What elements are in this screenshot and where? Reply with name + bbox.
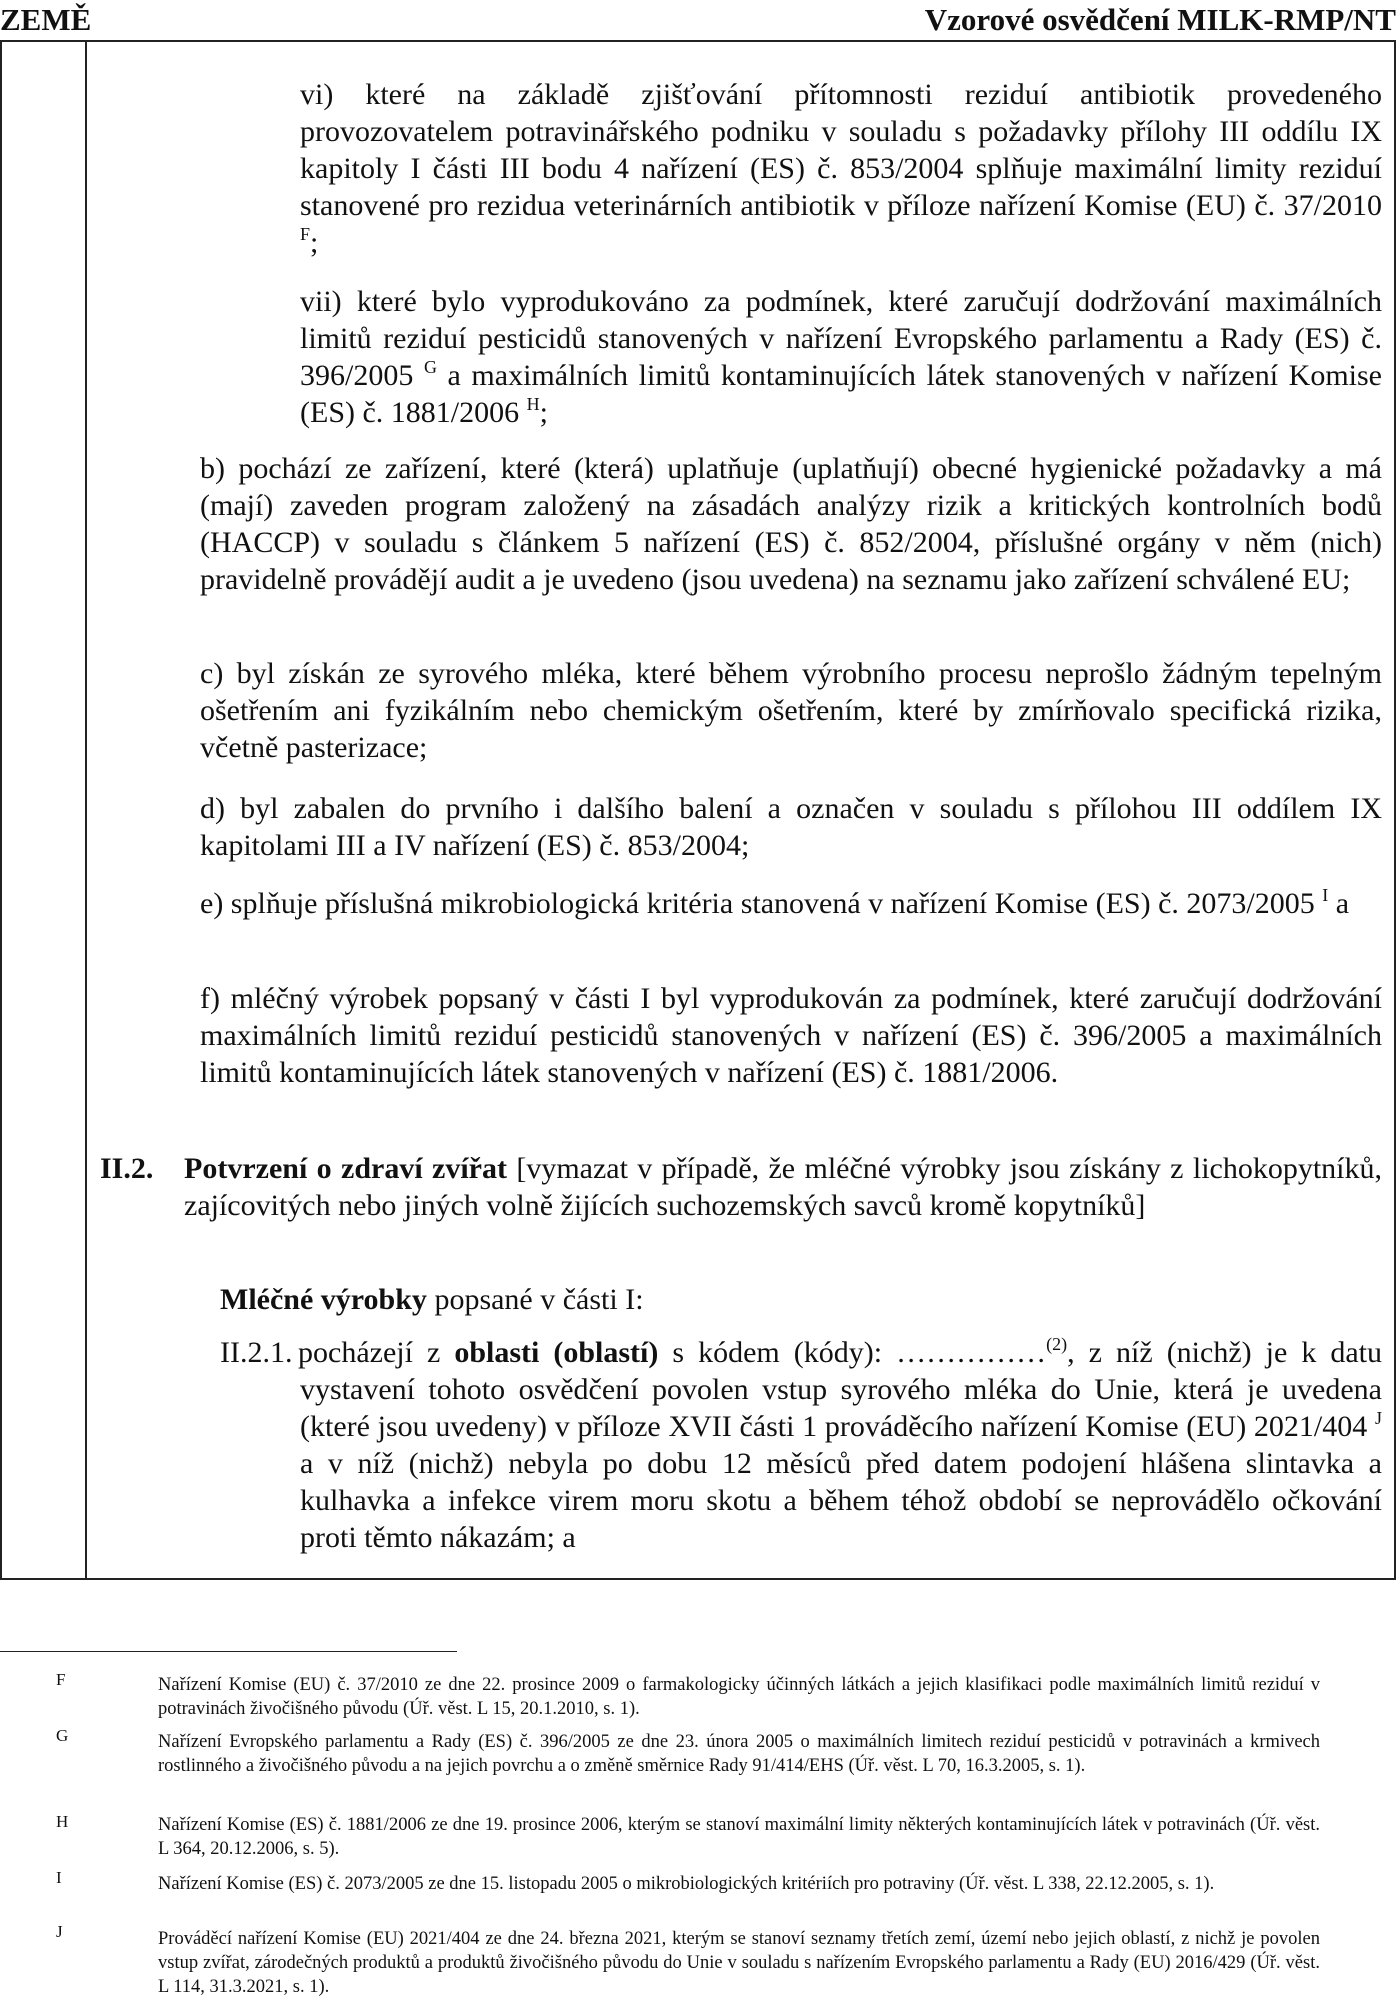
footnote-ref-j: J [1374, 1408, 1382, 1428]
section-title: Potvrzení o zdraví zvířat [184, 1152, 507, 1185]
note-ref-2: (2) [1046, 1334, 1068, 1354]
footnote-letter-g: G [56, 1726, 69, 1745]
paragraph-vi: vi) které na základě zjišťování přítomnosti reziduí antibiotik provedeného provozovatelem potravinářského podniku v souladu s požadavky přílohy III oddílu IX kapitoly I části III bodu 4 nařízení (ES) č. 853/2004 splňuje maximální limity reziduí stanovené pro rezidua veterinárních antibiotik v příloze nařízení Komise (EU) č. 37/2010 $^F$; [300, 78, 1382, 259]
subsection-number: II.2.1. [220, 1336, 293, 1369]
column-separator [85, 40, 87, 1580]
paragraph-d: d) byl zabalen do prvního i dalšího balení a označen v souladu s přílohou III oddílem IX kapitolami III a IV nařízení (ES) č. 853/2004; [200, 792, 1382, 862]
paragraph-b: b) pochází ze zařízení, které (která) uplatňuje (uplatňují) obecné hygienické požadavky a má (mají) zaveden program založený na zásadách analýzy rizik a kritických kontrolních bodů (HACCP) v souladu s článkem 5 nařízení (ES) č. 852/2004, příslušné orgány v něm (nich) pravidelně provádějí audit a je uvedeno (jsou uvedena) na seznamu jako zařízení schválené EU; [200, 452, 1382, 596]
footnote-separator [0, 1651, 457, 1652]
footnote-letter-h: H [56, 1812, 69, 1831]
paragraph-e: e) splňuje příslušná mikrobiologická kritéria stanovená v nařízení Komise (ES) č. 2073/2005 $^I$ a [200, 885, 1350, 920]
subsection-text: pocházejí z oblasti (oblastí) s kódem (kódy): ……………$^{(2)}$, z níž (nichž) je k datu vystavení tohoto osvědčení povolen vstup syrového mléka do Unie, která je uvedena (které jsou uvedeny) v příloze XVII části 1 prováděcího nařízení Komise (EU) 2021/404 $^J$ a v níž (nichž) nebyla po dobu 12 měsíců před datem podojení hlášena slintavka a kulhavka a infekce virem moru skotu a během téhož období se neprovádělo očkování proti těmto nákazám; a [298, 1334, 1383, 1554]
footnote-i: Nařízení Komise (ES) č. 2073/2005 ze dne 15. listopadu 2005 o mikrobiologických kritériích pro potraviny (Úř. věst. L 338, 22.12.2005, s. 1). [158, 1874, 1215, 1894]
footnote-letter-f: F [56, 1670, 66, 1689]
section-number: II.2. [100, 1152, 154, 1185]
paragraph-f: f) mléčný výrobek popsaný v části I byl vyprodukován za podmínek, které zaručují dodržování maximálních limitů reziduí pesticidů stanovených v nařízení (ES) č. 396/2005 a maximálních limitů kontaminujících látek stanovených v nařízení (ES) č. 1881/2006. [200, 982, 1382, 1089]
footnote-ref-i: I [1322, 885, 1329, 905]
footnote-ref-f: F [300, 224, 311, 244]
section-intro: Mléčné výrobky popsané v části I: [220, 1283, 644, 1316]
footnote-j: Prováděcí nařízení Komise (EU) 2021/404 ze dne 24. března 2021, kterým se stanoví seznamy třetích zemí, území nebo jejich oblastí, z nichž je povolen vstup zvířat, zárodečných produktů a produktů živočišného původu do Unie v souladu s nařízením Evropského parlamentu a Rady (EU) 2016/429 (Úř. věst. L 114, 31.3.2021, s. 1). [158, 1929, 1320, 1997]
footnote-letter-i: I [56, 1868, 62, 1887]
header-certificate-title: Vzorové osvědčení MILK-RMP/NT [924, 2, 1396, 37]
paragraph-vii: vii) které bylo vyprodukováno za podmínek, které zaručují dodržování maximálních limitů reziduí pesticidů stanovených v nařízení Evropského parlamentu a Rady (ES) č. 396/2005 $^G$ a maximálních limitů kontaminujících látek stanovených v nařízení Komise (ES) č. 1881/2006 $^H$; [300, 285, 1382, 429]
footnote-ref-h: H [526, 394, 540, 414]
footnote-f: Nařízení Komise (EU) č. 37/2010 ze dne 22. prosince 2009 o farmakologicky účinných látkách a jejich klasifikaci podle maximálních limitů reziduí v potravinách živočišného původu (Úř. věst. L 15, 20.1.2010, s. 1). [158, 1675, 1320, 1719]
header-country: ZEMĚ [0, 2, 92, 37]
paragraph-c: c) byl získán ze syrového mléka, které během výrobního procesu neprošlo žádným tepelným ošetřením ani fyzikálním nebo chemickým ošetřením, které by zmírňovalo specifická rizika, včetně pasterizace; [200, 657, 1382, 764]
section-heading: Potvrzení o zdraví zvířat [vymazat v případě, že mléčné výrobky jsou získány z lichokopytníků, zajícovitých nebo jiných volně žijících suchozemských savců kromě kopytníků] [184, 1152, 1383, 1222]
footnote-h: Nařízení Komise (ES) č. 1881/2006 ze dne 19. prosince 2006, kterým se stanoví maximální limity některých kontaminujících látek v potravinách (Úř. věst. L 364, 20.12.2006, s. 5). [158, 1815, 1320, 1859]
footnote-letter-j: J [56, 1922, 63, 1941]
footnote-g: Nařízení Evropského parlamentu a Rady (ES) č. 396/2005 ze dne 23. února 2005 o maximálních limitech reziduí pesticidů v potravinách a krmivech rostlinného a živočišného původu a na jejich povrchu a o změně směrnice Rady 91/414/EHS (Úř. věst. L 70, 16.3.2005, s. 1). [158, 1732, 1320, 1776]
footnote-ref-g: G [423, 357, 437, 377]
